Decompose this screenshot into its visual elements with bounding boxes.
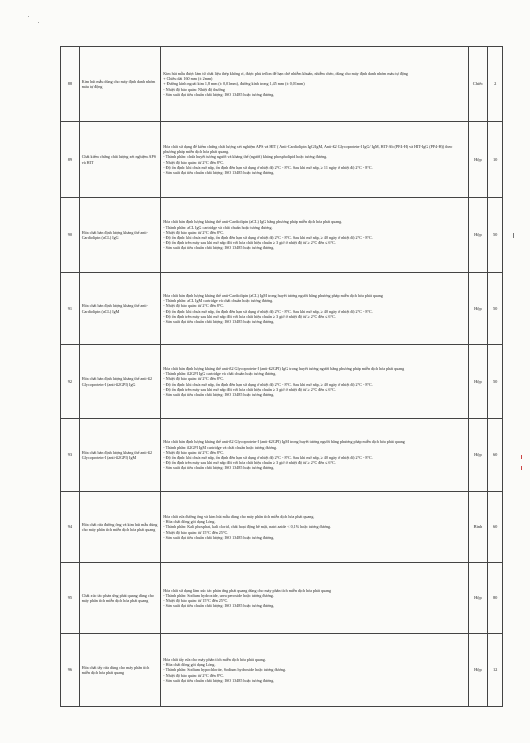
description-line: - Sản xuất đạt tiêu chuẩn chất lượng: ISO 13485 hoặc tương đương. bbox=[163, 391, 275, 397]
item-description bbox=[161, 345, 468, 419]
item-unit: Hộp bbox=[468, 634, 488, 707]
table-row bbox=[61, 492, 503, 563]
item-unit: Hộp bbox=[468, 345, 488, 419]
description-line: - Độ ổn định: khi chưa mở nắp, ổn định đến hạn sử dụng ở nhiệt độ 2°C - 8°C. Sau khi mở nắp, ≥ 40 ngày ở nhiệt độ 2°C - 8°C. bbox=[163, 455, 373, 460]
item-quantity: 50 bbox=[488, 273, 503, 345]
description-line: - Nhiệt độ bảo quản: từ 2°C đến 8°C. bbox=[163, 449, 225, 455]
item-number: 96 bbox=[61, 634, 80, 707]
description-line: Hóa chất bán định lượng kháng thể anti-ß2 Glycoprotein-I (anti-ß2GPI) IgM trong huyết tương người bằng phương pháp miễn dịch hóa phát quang bbox=[163, 439, 405, 445]
description-line: - Sản xuất đạt tiêu chuẩn chất lượng: ISO 13485 hoặc tương đương. bbox=[163, 603, 275, 609]
item-quantity: 12 bbox=[488, 634, 503, 707]
description-line: Hóa chất bán định lượng kháng thể anti-Cardiolipin (aCL) IgG bằng phương pháp miễn dịch hóa phát quang. bbox=[163, 219, 343, 225]
item-unit: Hộp bbox=[468, 122, 488, 198]
table-row bbox=[61, 563, 503, 634]
description-line: - Hóa chất đóng gói dạng Lỏng. bbox=[163, 662, 216, 668]
description-line: - Thành phần: Sodium hypochlorite, Sodium hydroxide hoặc tương đương. bbox=[163, 667, 287, 673]
item-quantity: 60 bbox=[488, 419, 503, 492]
description-line: - Nhiệt độ bảo quản: từ 15°C đến 25°C. bbox=[163, 598, 229, 603]
description-line: - Nhiệt độ bảo quản: từ 2°C đến 8°C. bbox=[163, 672, 225, 678]
item-name: Hóa chất rửa đường ống và kim hút mẫu dùng cho máy phân tích miễn dịch hóa phát quang bbox=[79, 492, 161, 563]
description-line: - Thành phần: Kali phosphat, kali clorid, chất hoạt động bề mặt, natri azide < 0,1% hoặc tương đương. bbox=[163, 524, 332, 530]
item-description bbox=[161, 122, 468, 198]
description-line: Hóa chất bán định lượng kháng thể anti-Cardiolipin (aCL) IgM trong huyết tương người bằng phương pháp miễn dịch hóa phát quang bbox=[163, 292, 383, 298]
description-line: - Độ ổn định: khi chưa mở nắp, ổn định đến hạn sử dụng ở nhiệt độ 2°C - 8°C. Sau khi mở nắp, ≥ 40 ngày ở nhiệt độ 2°C - 8°C. bbox=[163, 381, 373, 387]
description-line: - Sản xuất đạt tiêu chuẩn chất lượng: ISO 13485 hoặc tương đương. bbox=[163, 465, 275, 471]
description-line: - Nhiệt độ bảo quản: từ 2°C đến 8°C. bbox=[163, 159, 225, 165]
item-name: Hóa chất tẩy rửa dùng cho máy phân tích miễn dịch hóa phát quang bbox=[79, 634, 161, 707]
description-line: + Đường kính ngoài kim 1,8 mm (± 0,01mm), đường kính trong 1,45 mm (± 0,01mm) bbox=[163, 81, 305, 87]
item-name: Hóa chất bán định lượng kháng thể anti-Cardiolipin (aCL) IgM bbox=[79, 273, 161, 345]
description-line: - Thành phần: aCL IgM cartridge và chất chuẩn hoặc tương đương. bbox=[163, 298, 274, 304]
item-unit: Hộp bbox=[468, 198, 488, 273]
item-unit: Hộp bbox=[468, 273, 488, 345]
item-quantity: 50 bbox=[488, 345, 503, 419]
description-line: - Độ ổn định trên máy sau khi mở nắp đối với hóa chất hiệu chuẩn ≥ 3 giờ ở nhiệt độ từ ≥ 2°C đến ≤ 6°C. bbox=[163, 386, 336, 392]
description-line: - Nhiệt độ bảo quản: Nhiệt độ thường bbox=[163, 86, 225, 92]
table-row bbox=[61, 634, 503, 707]
item-name: Hóa chất bán định lượng kháng thể anti-ß2 Glycoprotein-I (anti-ß2GPI) IgM bbox=[79, 419, 161, 492]
table-body bbox=[61, 47, 503, 707]
description-line: - Thành phần: Sodium hydroxide, urea peroxide hoặc tương đương. bbox=[163, 592, 274, 598]
item-description bbox=[161, 563, 468, 634]
item-description bbox=[161, 198, 468, 273]
table-row bbox=[61, 47, 503, 122]
item-name: Chất xúc tác phản ứng phát quang dùng cho máy phân tích miễn dịch hóa phát quang bbox=[79, 563, 161, 634]
description-line: - Thành phần: chứa huyết tương người và kháng thể (người) kháng phospholipid hoặc tương đương. bbox=[163, 154, 328, 160]
description-line: - Sản xuất đạt tiêu chuẩn chất lượng: ISO 13485 hoặc tương đương. bbox=[163, 318, 275, 324]
item-number: 95 bbox=[61, 563, 80, 634]
item-number: 88 bbox=[61, 47, 80, 122]
description-line: - Độ ổn định: khi chưa mở nắp, ổn định đến hạn sử dụng ở nhiệt độ 2°C - 8°C. Sau khi mở nắp, ≥ 40 ngày ở nhiệt độ 2°C - 8°C. bbox=[163, 235, 373, 240]
scan-speck bbox=[38, 22, 39, 23]
item-description bbox=[161, 273, 468, 345]
description-line: - Thành phần: aCL IgG cartridge và chất chuẩn hoặc tương đương. bbox=[163, 224, 273, 230]
item-number: 90 bbox=[61, 198, 80, 273]
table-row bbox=[61, 273, 503, 345]
description-line: - Thành phần: ß2GPI IgG cartridge và chất chuẩn hoặc tương đương. bbox=[163, 371, 277, 377]
description-line: - Độ ổn định trên máy sau khi mở nắp đối với hóa chất hiệu chuẩn ≥ 3 giờ ở nhiệt độ từ ≥ 2°C đến ≤ 6°C. bbox=[163, 240, 336, 246]
item-quantity: 50 bbox=[488, 198, 503, 273]
margin-mark bbox=[521, 455, 522, 459]
description-line: - Sản xuất đạt tiêu chuẩn chất lượng: ISO 13485 hoặc tương đương. bbox=[163, 169, 275, 175]
description-line: - Sản xuất đạt tiêu chuẩn chất lượng: ISO 13485 hoặc tương đương. bbox=[163, 534, 275, 540]
item-name: Chất kiểm chứng chất lượng xét nghiệm APS và HIT bbox=[79, 122, 161, 198]
table-row bbox=[61, 345, 503, 419]
description-line: - Độ ổn định: khi chưa mở nắp, ổn định đến hạn sử dụng ở nhiệt độ 2°C - 8°C. Sau khi mở nắp, ≥ 11 ngày ở nhiệt độ 2°C - 8°C. bbox=[163, 164, 373, 170]
item-number: 91 bbox=[61, 273, 80, 345]
item-number: 94 bbox=[61, 492, 80, 563]
specification-table bbox=[60, 46, 503, 707]
description-line: - Nhiệt độ bảo quản: từ 15°C đến 25°C. bbox=[163, 529, 229, 535]
item-quantity: 60 bbox=[488, 492, 503, 563]
item-description bbox=[161, 634, 468, 707]
description-line: - Độ ổn định: khi chưa mở nắp, ổn định đến hạn sử dụng ở nhiệt độ 2°C - 8°C. Sau khi mở nắp, ≥ 40 ngày ở nhiệt độ 2°C - 8°C. bbox=[163, 308, 373, 314]
item-name: Kim hút mẫu dùng cho máy định danh nhóm máu tự động bbox=[79, 47, 161, 122]
description-line: + Chiều dài 160 mm (± 2mm) bbox=[163, 76, 213, 82]
item-unit: Chiếc bbox=[468, 47, 488, 122]
description-line: - Nhiệt độ bảo quản: từ 2°C đến 8°C. bbox=[163, 229, 225, 235]
description-line: - Nhiệt độ bảo quản: từ 2°C đến 8°C. bbox=[163, 376, 225, 382]
description-line: - Sản xuất đạt tiêu chuẩn chất lượng: ISO 13485 hoặc tương đương. bbox=[163, 91, 275, 97]
item-quantity: 2 bbox=[488, 47, 503, 122]
description-line: - Hóa chất đóng gói dạng Lỏng. bbox=[163, 519, 216, 525]
description-line: - Độ ổn định trên máy sau khi mở nắp đối với hóa chất hiệu chuẩn ≥ 3 giờ ở nhiệt độ từ ≥ 2°C đến ≤ 6°C. bbox=[163, 313, 336, 319]
description-line: Hóa chất sử dụng làm xúc tác phản ứng phát quang dùng cho máy phân tích miễn dịch hóa phát quang bbox=[163, 587, 331, 593]
item-name: Hóa chất bán định lượng kháng thể anti-ß2 Glycoprotein-I (anti-ß2GPI) IgG bbox=[79, 345, 161, 419]
description-line: - Độ ổn định trên máy sau khi mở nắp đối với hóa chất hiệu chuẩn ≥ 3 giờ ở nhiệt độ từ ≥ 2°C đến ≤ 6°C. bbox=[163, 460, 336, 466]
item-quantity: 80 bbox=[488, 563, 503, 634]
table-row bbox=[61, 419, 503, 492]
item-name: Hóa chất bán định lượng kháng thể anti-Cardiolipin (aCL) IgG bbox=[79, 198, 161, 273]
description-line: Hóa chất tẩy rửa cho máy phân tích miễn dịch hóa phát quang. bbox=[163, 656, 266, 662]
item-description bbox=[161, 492, 468, 563]
item-number: 92 bbox=[61, 345, 80, 419]
description-line: Hóa chất rửa đường ống và kim hút mẫu dùng cho máy phân tích miễn dịch hóa phát quang. bbox=[163, 513, 315, 519]
description-line: - Sản xuất đạt tiêu chuẩn chất lượng: ISO 13485 hoặc tương đương. bbox=[163, 677, 275, 683]
item-unit: Hộp bbox=[468, 419, 488, 492]
item-quantity: 10 bbox=[488, 122, 503, 198]
description-line: Hóa chất bán định lượng kháng thể anti-ß2 Glycoprotein-I (anti-ß2GPI) IgG trong huyết tương người bằng phương pháp miễn dịch hóa phát quang bbox=[163, 365, 405, 371]
table-row bbox=[61, 198, 503, 273]
table-row bbox=[61, 122, 503, 198]
description-line: - Nhiệt độ bảo quản: từ 2°C đến 8°C. bbox=[163, 303, 225, 309]
item-unit: Hộp bbox=[468, 563, 488, 634]
description-line: - Thành phần: ß2GPI IgM cartridge và chất chuẩn hoặc tương đương. bbox=[163, 444, 278, 450]
item-description bbox=[161, 47, 468, 122]
item-unit: Bình bbox=[468, 492, 488, 563]
item-number: 89 bbox=[61, 122, 80, 198]
description-line: Hóa chất sử dụng để kiểm chứng chất lượng xét nghiệm APS và HIT ( Anti-Cardiolipin IgG/IgM, Anti-ß2 Glycoprotein-I IgG/ IgM, HIT-Ab (PF4-H) và HIT-IgG (PF4-H)) theo phương pháp miễn dịch hóa phát quang. bbox=[163, 143, 453, 155]
description-line: Kim hút mẫu được làm từ chất liệu thép không rỉ, được phủ teflon để hạn chế nhiễm khuẩn, nhiễm chéo, dùng cho máy định danh nhóm máu tự động bbox=[163, 70, 408, 76]
item-description bbox=[161, 419, 468, 492]
margin-mark bbox=[521, 466, 522, 470]
scan-speck bbox=[513, 233, 514, 238]
scan-speck bbox=[28, 16, 29, 17]
item-number: 93 bbox=[61, 419, 80, 492]
description-line: - Sản xuất đạt tiêu chuẩn chất lượng: ISO 13485 hoặc tương đương. bbox=[163, 245, 275, 251]
